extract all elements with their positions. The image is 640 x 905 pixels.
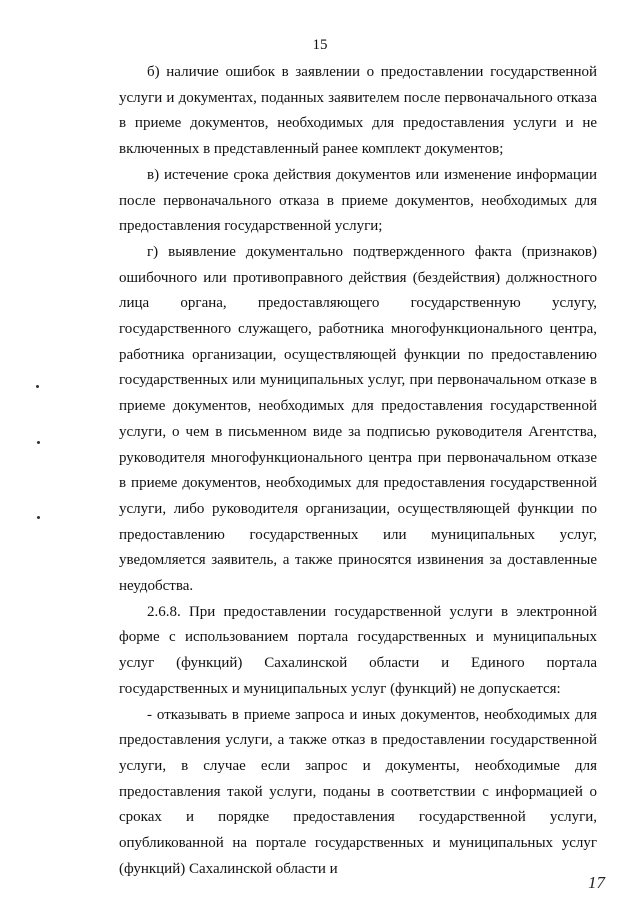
scan-speck <box>37 441 40 444</box>
paragraph-v: в) истечение срока действия документов или изменение информации после первоначального отказа в приеме документов, необходимых для предоставления государственной услуги; <box>119 166 597 235</box>
paragraph-g: г) выявление документально подтвержденного факта (признаков) ошибочного или противоправного действия (бездействия) должностного лица органа, предоставляющего государственную услугу, государственного служащего, работника многофункционального центра, работника организации, осуществляющей функции по предоставлению государственных или муниципальных услуг, при первоначальном отказе в приеме документов, необходимых для предоставления государственной услуги, о чем в письменном виде за подписью руководителя Агентства, руководителя многофункционального центра при первоначальном отказе в приеме документов, необходимых для предоставления государственной услуги, либо руководителя организации, осуществляющей функции по предоставлению государственных или муниципальных услуг, уведомляется заявитель, а также приносятся извинения за доставленные неудобства. <box>119 243 597 595</box>
scan-speck <box>36 385 39 388</box>
paragraph-2-6-8: 2.6.8. При предоставлении государственной услуги в электронной форме с использованием портала государственных и муниципальных услуг (функций) Сахалинской области и Единого портала государственных и муниципальных услуг (функций) не допускается: <box>119 603 597 697</box>
document-body <box>119 60 597 883</box>
scan-speck <box>37 516 40 519</box>
handwritten-sheet-number: 17 <box>588 873 605 892</box>
page-number: 15 <box>312 37 328 53</box>
paragraph-b: б) наличие ошибок в заявлении о предоставлении государственной услуги и документах, поданных заявителем после первоначального отказа в приеме документов, необходимых для предоставления услуги и не включенных в представленный ранее комплект документов; <box>119 64 597 158</box>
paragraph-dash-item: - отказывать в приеме запроса и иных документов, необходимых для предоставления услуги, а также отказ в предоставлении государственной услуги, в случае если запрос и документы, необходимые для предоставления такой услуги, поданы в соответствии с информацией о сроках и порядке предоставления государственной услуги, опубликованной на портале государственных и муниципальных услуг (функций) Сахалинской области и <box>119 706 597 877</box>
